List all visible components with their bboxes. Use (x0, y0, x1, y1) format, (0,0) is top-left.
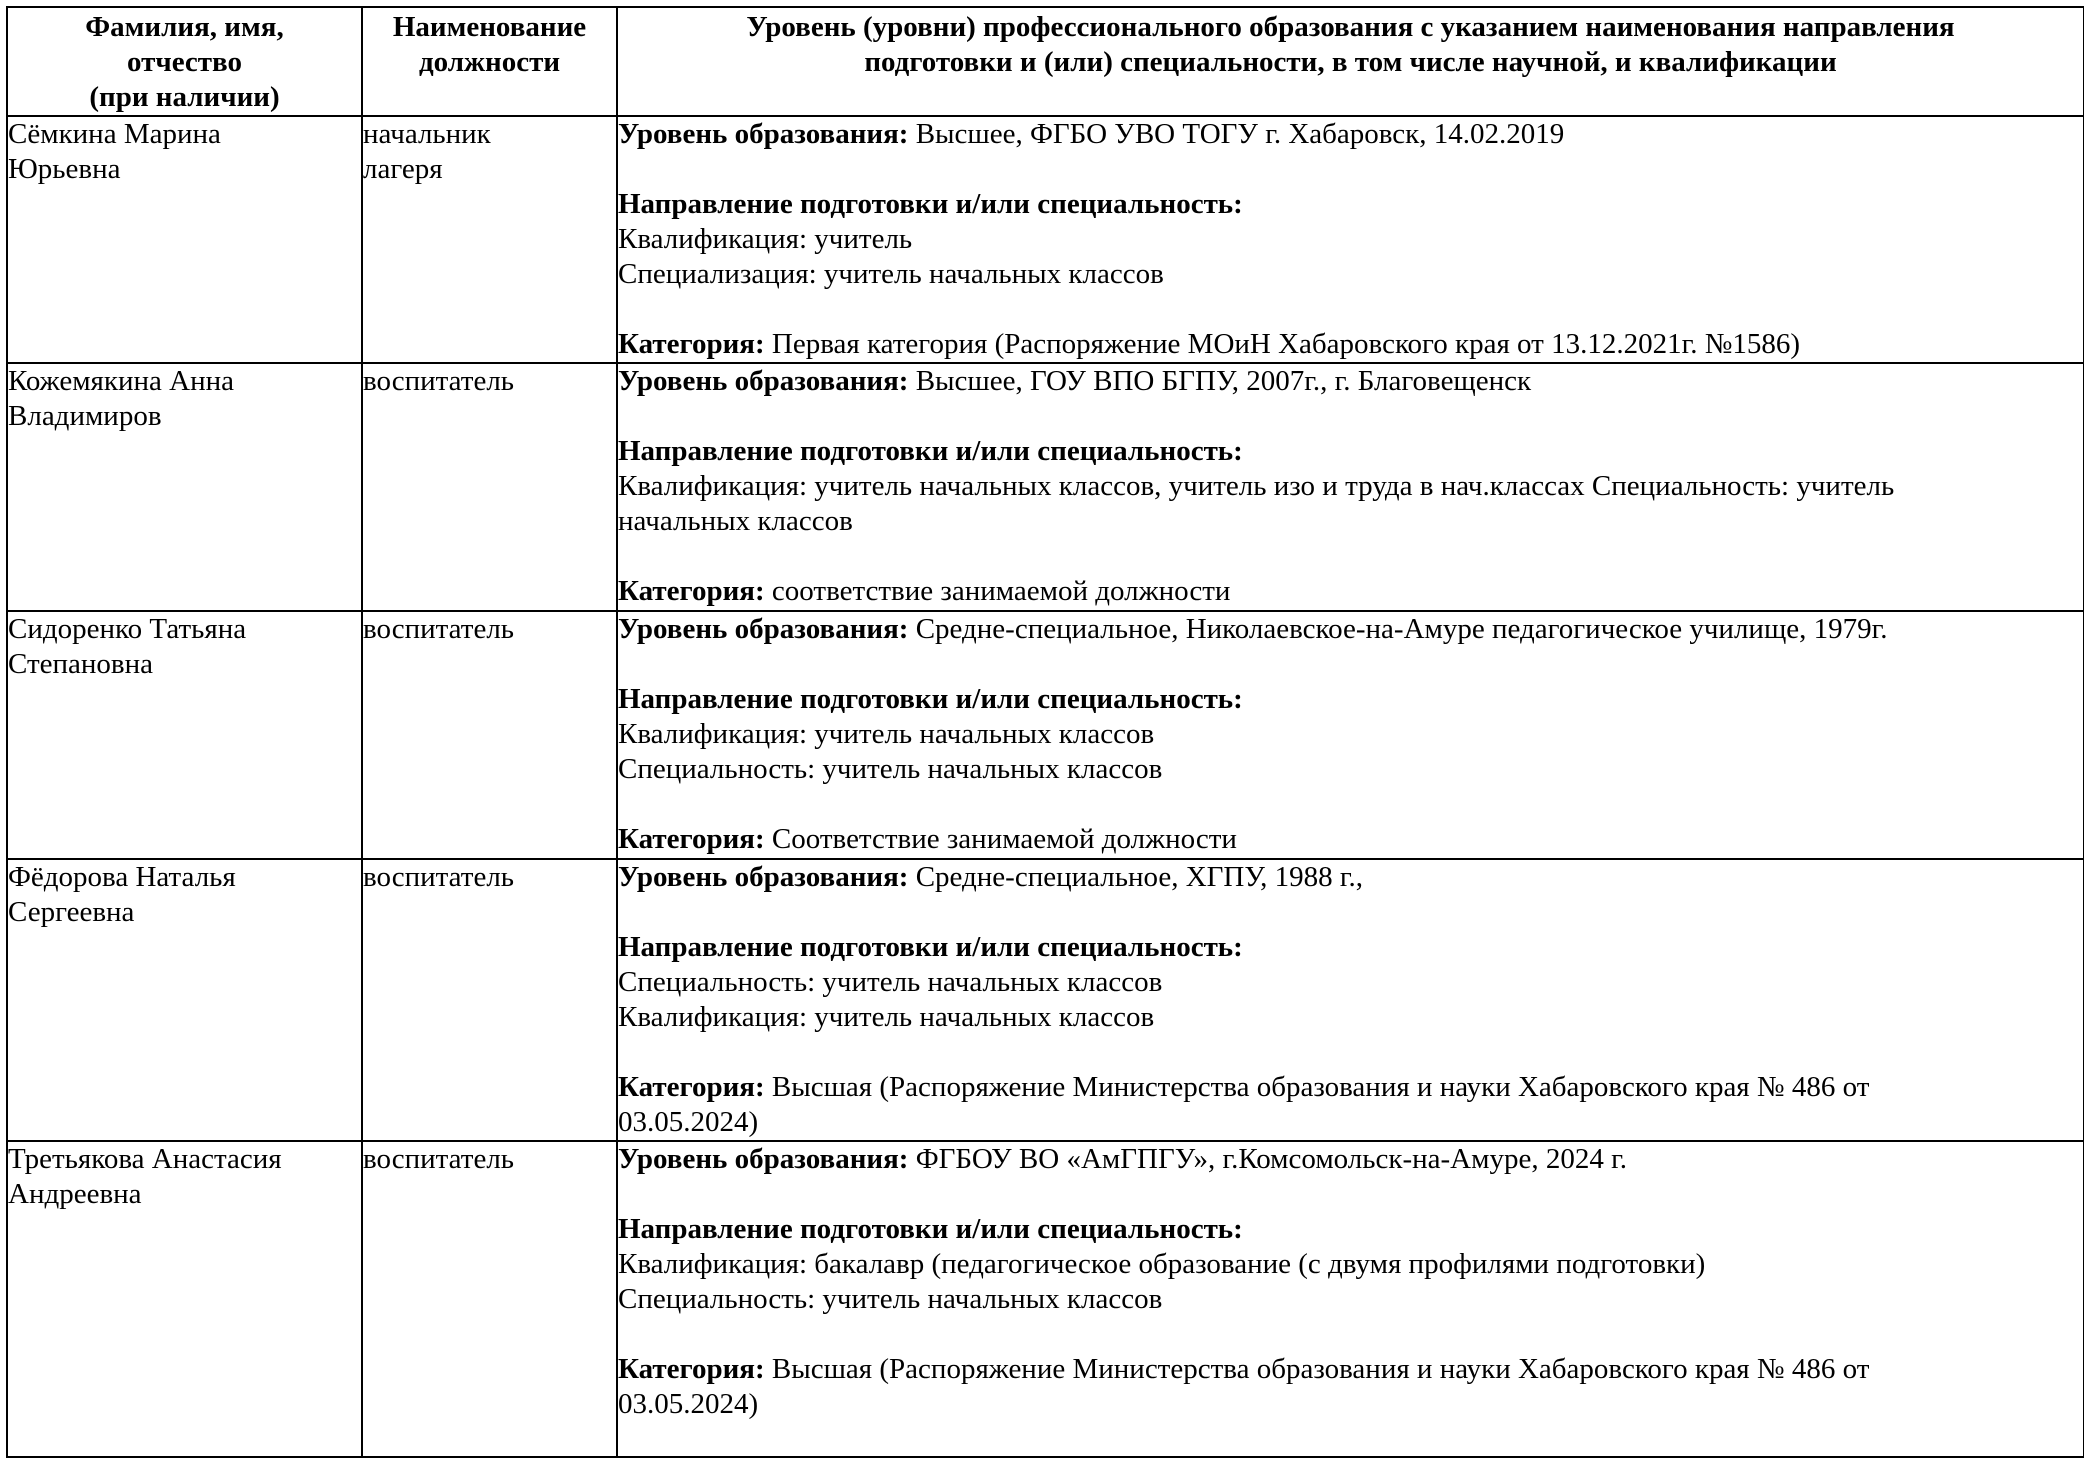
spacer (618, 1035, 2083, 1070)
category-line (618, 1352, 2083, 1387)
position-cell (362, 611, 617, 859)
header-line: должности (418, 46, 561, 78)
header-education (617, 7, 2084, 116)
category-value-0: Соответствие занимаемой должности (764, 823, 1237, 855)
position-line: лагеря (363, 153, 443, 185)
direction-lines (618, 717, 2083, 787)
header-full-name (7, 7, 362, 116)
full-name-line: Владимиров (8, 400, 162, 432)
direction-line: Квалификация: учитель (618, 223, 913, 255)
education-level-label: Уровень образования: (618, 861, 909, 893)
full-name-line: Юрьевна (8, 153, 121, 185)
full-name-line: Фёдорова Наталья (8, 861, 236, 893)
education-cell (617, 363, 2084, 611)
category-continuation (618, 1105, 2083, 1140)
category-value-0: Первая категория (Распоряжение МОиН Хабаровского края от 13.12.2021г. №1586) (764, 328, 1801, 360)
full-name-line: Кожемякина Анна (8, 365, 234, 397)
category-label: Категория: (618, 1071, 765, 1103)
category-line (618, 1070, 2083, 1105)
category-value-0: Высшая (Распоряжение Министерства образования и науки Хабаровского края № 486 от (764, 1353, 1870, 1385)
spacer (618, 1317, 2083, 1352)
education-cell (617, 116, 2084, 363)
category-value-0: соответствие занимаемой должности (764, 575, 1231, 607)
header-line: отчество (126, 46, 243, 78)
category-label: Категория: (618, 575, 765, 607)
direction-line: Квалификация: учитель начальных классов (618, 718, 1155, 750)
full-name-cell (7, 859, 362, 1141)
education-level-value: Высшее, ГОУ ВПО БГПУ, 2007г., г. Благовещенск (908, 365, 1532, 397)
category-label: Категория: (618, 328, 765, 360)
category-line (618, 574, 2083, 609)
direction-line: Специальность: учитель начальных классов (618, 966, 1163, 998)
direction-lines (618, 222, 2083, 292)
education-level-label: Уровень образования: (618, 365, 909, 397)
position-line: воспитатель (363, 365, 515, 397)
education-level-line (618, 612, 2083, 647)
category-label: Категория: (618, 823, 765, 855)
position-cell (362, 859, 617, 1141)
header-line: Фамилия, имя, (85, 11, 284, 43)
position-line: воспитатель (363, 1143, 515, 1175)
staff-table (6, 6, 2084, 1458)
education-cell (617, 1141, 2084, 1457)
full-name-cell (7, 1141, 362, 1457)
direction-lines (618, 965, 2083, 1035)
spacer (618, 539, 2083, 574)
direction-line: Специальность: учитель начальных классов (618, 1283, 1163, 1315)
table-row (7, 859, 2084, 1141)
full-name-line: Степановна (8, 648, 153, 680)
direction-label: Направление подготовки и/или специальность: (618, 435, 1243, 467)
position-line: воспитатель (363, 613, 515, 645)
header-line: подготовки и (или) специальности, в том числе научной, и квалификации (864, 46, 1837, 78)
full-name-line: Андреевна (8, 1178, 142, 1210)
direction-line: Квалификация: учитель начальных классов (618, 1001, 1155, 1033)
spacer (618, 152, 2083, 187)
education-level-value: ФГБОУ ВО «АмГПГУ», г.Комсомольск-на-Амуре, 2024 г. (908, 1143, 1627, 1175)
education-level-value: Высшее, ФГБО УВО ТОГУ г. Хабаровск, 14.02.2019 (908, 118, 1565, 150)
education-level-label: Уровень образования: (618, 118, 909, 150)
education-cell (617, 859, 2084, 1141)
full-name-line: Сидоренко Татьяна (8, 613, 247, 645)
spacer (618, 1177, 2083, 1212)
category-continuation (618, 1387, 2083, 1422)
direction-label: Направление подготовки и/или специальность: (618, 188, 1243, 220)
direction-lines (618, 469, 2083, 539)
full-name-line: Сергеевна (8, 896, 135, 928)
full-name-line: Сёмкина Марина (8, 118, 221, 150)
position-line: начальник (363, 118, 491, 150)
spacer (618, 647, 2083, 682)
position-cell (362, 1141, 617, 1457)
full-name-cell (7, 363, 362, 611)
header-line: Уровень (уровни) профессионального образования с указанием наименования направления (746, 11, 1955, 43)
education-level-line (618, 860, 2083, 895)
spacer (618, 787, 2083, 822)
education-level-label: Уровень образования: (618, 613, 909, 645)
education-level-line (618, 117, 2083, 152)
category-line (618, 822, 2083, 857)
category-value-0: Высшая (Распоряжение Министерства образования и науки Хабаровского края № 486 от (764, 1071, 1870, 1103)
direction-line: Специальность: учитель начальных классов (618, 753, 1163, 785)
direction-line: Квалификация: бакалавр (педагогическое образование (с двумя профилями подготовки) (618, 1248, 1706, 1280)
direction-line: Квалификация: учитель начальных классов, учитель изо и труда в нач.классах Специальность: учитель (618, 470, 1895, 502)
category-line-continued: 03.05.2024) (618, 1388, 759, 1420)
spacer (618, 895, 2083, 930)
direction-label: Направление подготовки и/или специальность: (618, 931, 1243, 963)
education-level-line (618, 364, 2083, 399)
header-position (362, 7, 617, 116)
header-line: Наименование (392, 11, 587, 43)
position-cell (362, 116, 617, 363)
education-level-value: Средне-специальное, Николаевское-на-Амуре педагогическое училище, 1979г. (908, 613, 1888, 645)
education-level-value: Средне-специальное, ХГПУ, 1988 г., (908, 861, 1364, 893)
full-name-line: Третьякова Анастасия (8, 1143, 282, 1175)
spacer (618, 292, 2083, 327)
table-row (7, 611, 2084, 859)
education-level-line (618, 1142, 2083, 1177)
full-name-cell (7, 611, 362, 859)
position-cell (362, 363, 617, 611)
direction-line: Специализация: учитель начальных классов (618, 258, 1164, 290)
category-line-continued: 03.05.2024) (618, 1106, 759, 1138)
direction-label: Направление подготовки и/или специальность: (618, 683, 1243, 715)
category-line (618, 327, 2083, 362)
position-line: воспитатель (363, 861, 515, 893)
direction-line: начальных классов (618, 505, 853, 537)
table-header-row (7, 7, 2084, 116)
direction-label: Направление подготовки и/или специальность: (618, 1213, 1243, 1245)
table-row (7, 363, 2084, 611)
table-row (7, 116, 2084, 363)
category-label: Категория: (618, 1353, 765, 1385)
full-name-cell (7, 116, 362, 363)
direction-lines (618, 1247, 2083, 1317)
education-cell (617, 611, 2084, 859)
education-level-label: Уровень образования: (618, 1143, 909, 1175)
table-row (7, 1141, 2084, 1457)
spacer (618, 399, 2083, 434)
header-line: (при наличии) (89, 81, 280, 113)
